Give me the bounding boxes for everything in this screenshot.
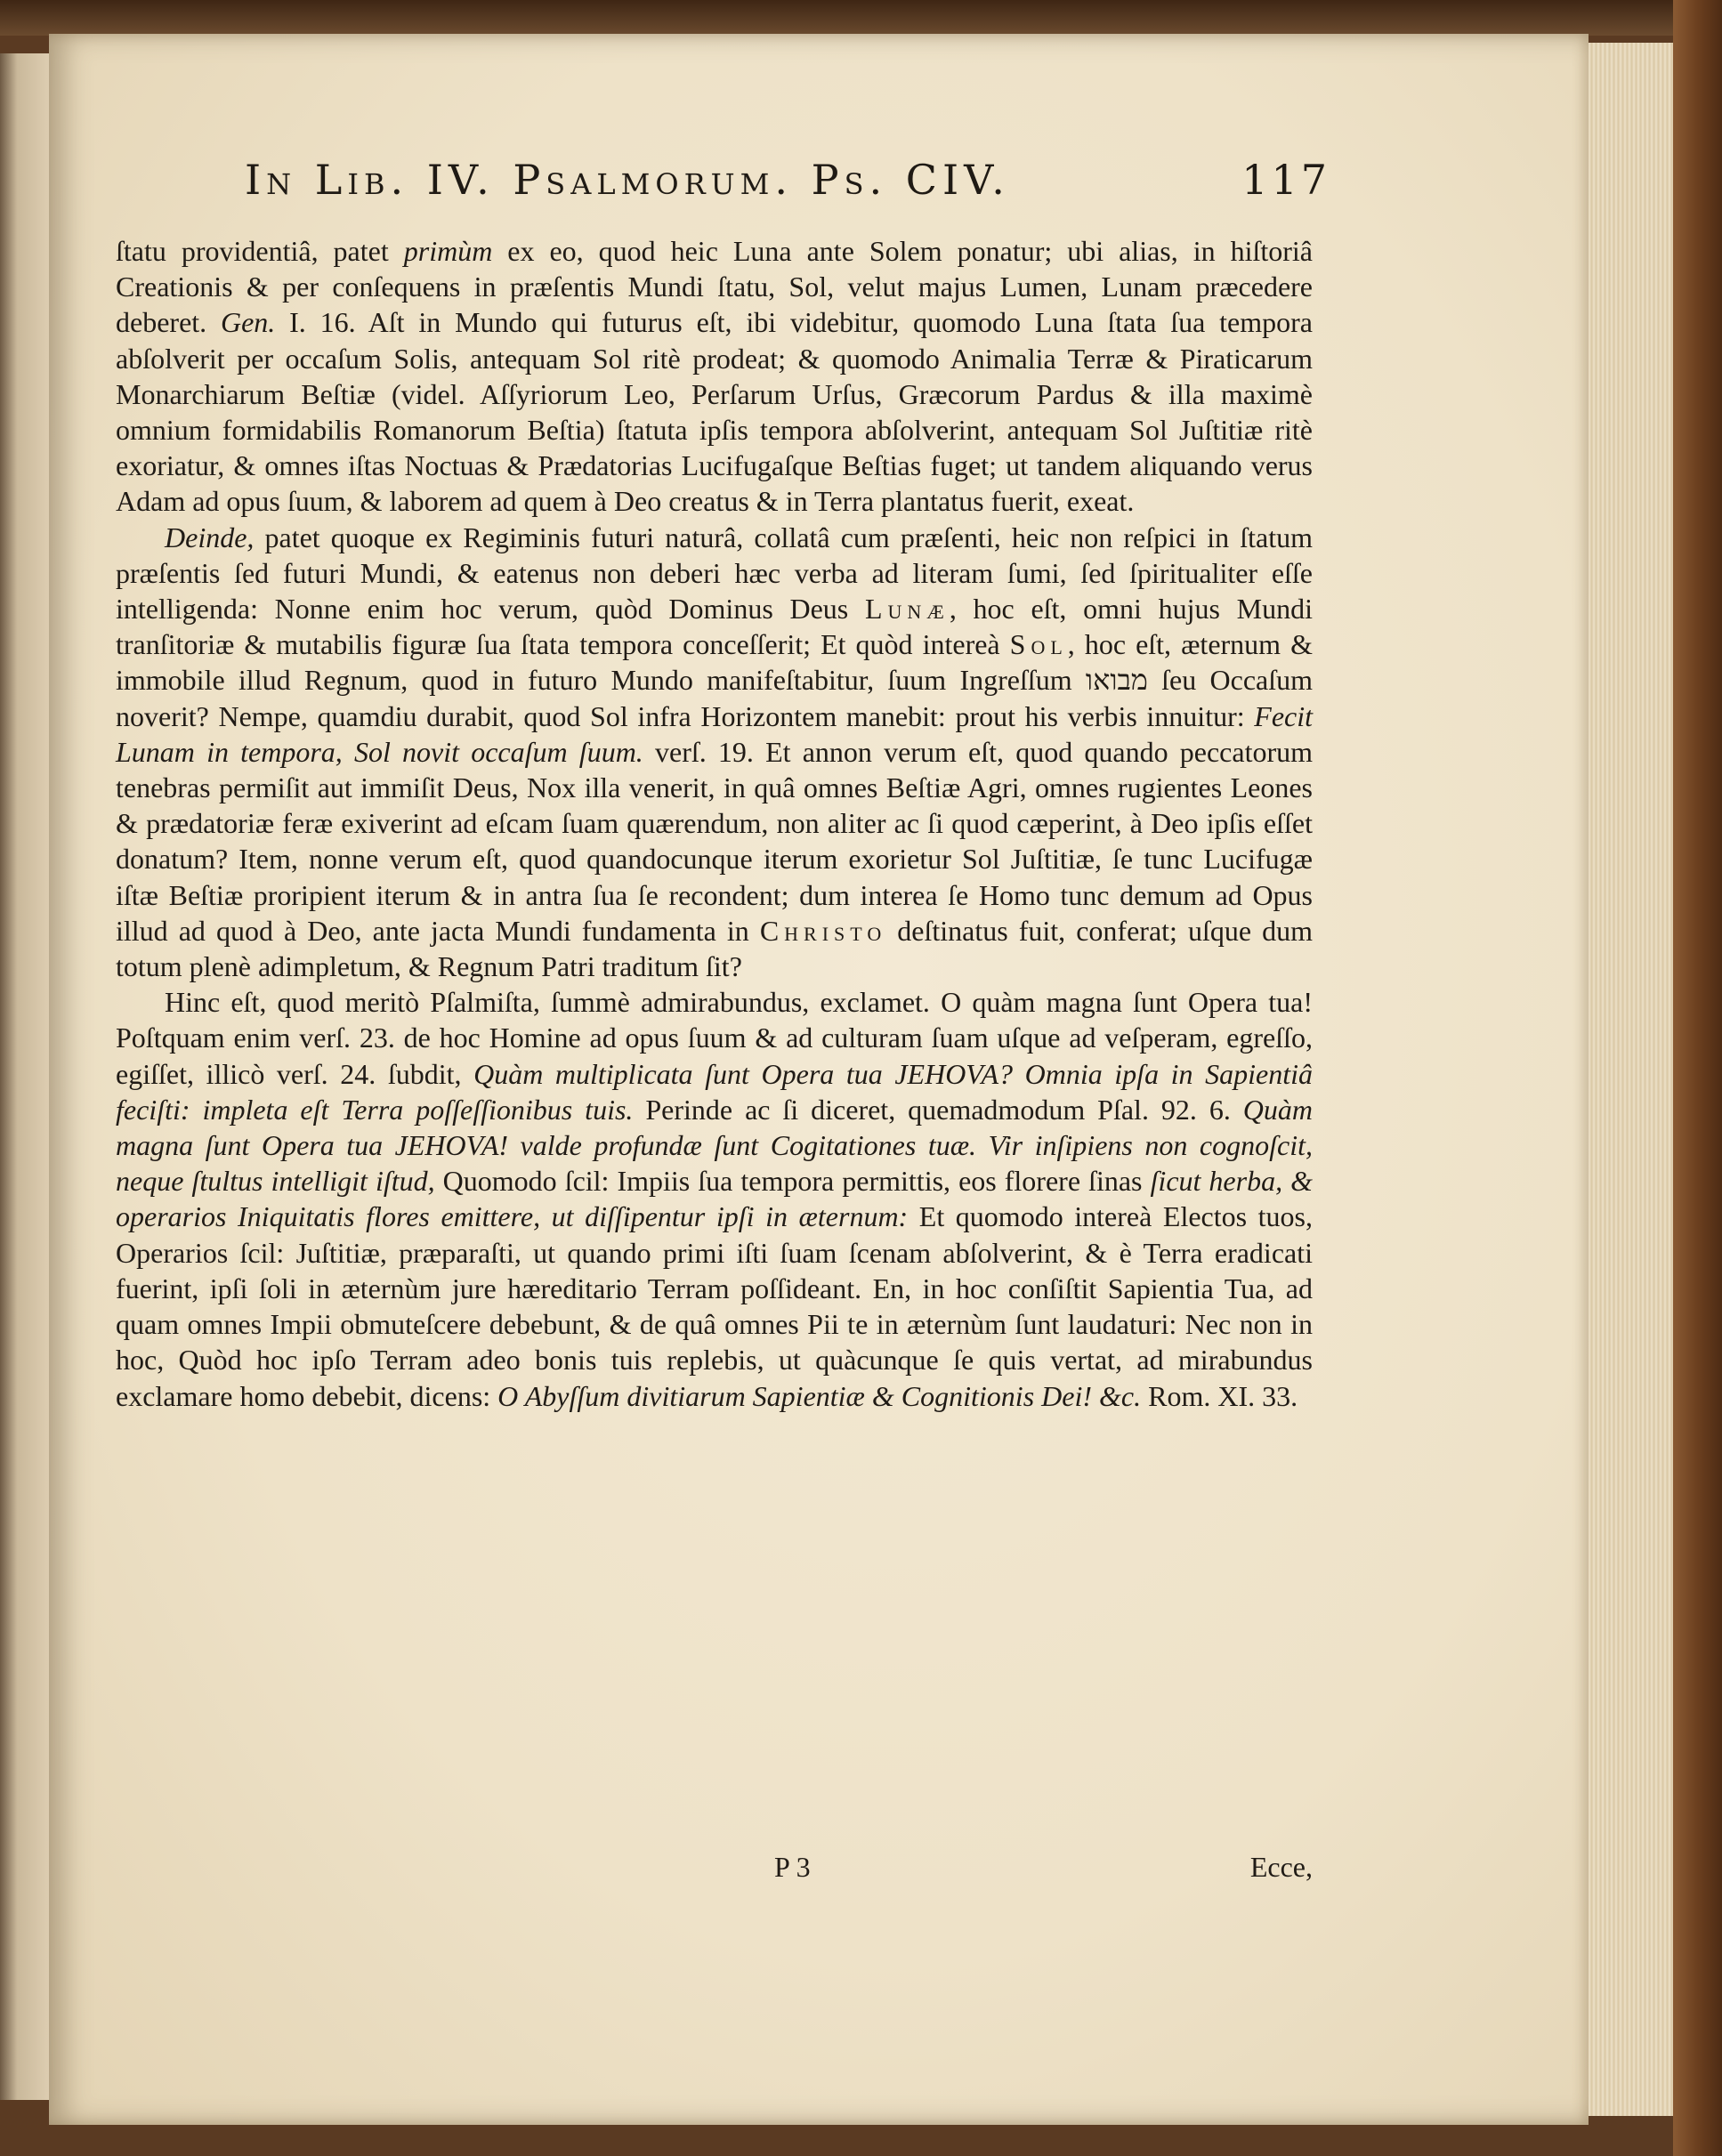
text-run: , hoc eſt, omni hujus Mundi tranſitoriæ & mutabilis figuræ ſua ſtata tempora conceſſerit; Et quòd intereà bbox=[116, 593, 1313, 661]
text-run: ſtatu providentiâ, patet bbox=[116, 235, 404, 267]
book-cover-edge bbox=[1673, 0, 1722, 2156]
text-run: Rom. XI. 33. bbox=[1141, 1379, 1298, 1412]
small-caps-run: Lunæ bbox=[864, 593, 950, 626]
text-run: Et quomodo intereà Electos tuos, Operarios ſcil: Juſtitiæ, præparaſti, ut quando primi iſti ſuam ſcenam abſolverint, & è Terra eradicati fuerint, ipſi ſoli in æternùm jure hæreditario Terram poſſideant. En, in hoc conſiſtit Sapientia Tua, ad quam omnes Impii obmuteſcere debebunt, & de quâ omnes Pii te in æternùm ſunt laudaturi: Nec non in hoc, Quòd hoc ipſo Terram adeo bonis tuis replebis, ut quàcunque ſe quis vertat, ad mirabundus exclamare homo debebit, dicens: bbox=[116, 1200, 1314, 1412]
text-run: I. 16. Aſt in Mundo qui futurus eſt, ibi videbitur, quomodo Luna ſtata ſua tempora abſolverit per occaſum Solis, antequam Sol ritè prodeat; & quomodo Animalia Terræ & Piraticarum Monarchiarum Beſtiæ (videl. Aſſyriorum Leo, Perſarum Urſus, Græcorum Pardus & illa maximè omnium formidabilis Romanorum Beſtia) ſtatuta ipſis tempora abſolverint, antequam Sol Juſtitiæ ritè exoriatur, & omnes iſtas Noctuas & Prædatorias Lucifugaſque Beſtias fuget; ut tandem aliquando verus Adam ad opus ſuum, & laborem ad quem à Deo creatus & in Terra plantatus fuerit, exeat. bbox=[116, 306, 1314, 518]
signature-mark: P 3 bbox=[774, 1851, 811, 1883]
text-run: verſ. 19. Et annon verum eſt, quod quando peccatorum tenebras permiſit aut immiſit Deus, Nox illa venerit, in quâ omnes Beſtiæ Agri, omnes rugientes Leones & prædatoriæ feræ exiverint ad eſcam ſuam quærendum, non aliter ac ſi quod cæperint, à Deo ipſis eſſet donatum? Item, nonne verum eſt, quod quandocunque iterum exorietur Sol Juſtitiæ, ſe tunc Lucifugæ iſtæ Beſtiæ proripient iterum & in antra ſua ſe recondent; dum interea ſe Homo tunc demum ad Opus illud ad quod à Deo, ante jacta Mundi fundamenta in bbox=[116, 735, 1314, 947]
paragraph-p2 bbox=[116, 520, 1313, 985]
small-caps-run: Christo bbox=[759, 914, 887, 947]
page-footer bbox=[116, 1851, 1313, 1895]
text-run: Quomodo ſcil: Impiis ſua tempora permittis, eos florere ſinas bbox=[434, 1165, 1151, 1198]
catchword: Ecce, bbox=[1249, 1851, 1313, 1883]
text-run: patet quoque ex Regiminis futuri naturâ, collatâ cum præſenti, heic non reſpici in ſtatum præſentis ſed futuri Mundi, & eatenus non deberi hæc verba ad literam ſumi, ſed ſpiritualiter eſſe intelligenda: Nonne enim hoc verum, quòd Dominus Deus bbox=[116, 521, 1313, 626]
body-text bbox=[116, 233, 1313, 1414]
page-block-edges bbox=[1589, 43, 1673, 2116]
text-run: Perinde ac ſi diceret, quemadmodum Pſal. 92. 6. bbox=[633, 1093, 1243, 1126]
small-caps-run: Sol bbox=[1009, 628, 1068, 661]
italic-run: Fecit Lunam in tempora, Sol novit occaſum ſuum. bbox=[116, 699, 1313, 768]
text-run: , hoc eſt, æternum & immobile illud Regnum, quod in futuro Mundo manifeſtabitur, ſuum Ingreſſum מבואו ſeu Occaſum noverit? Nempe, quamdiu durabit, quod Sol infra Horizontem manebit: prout his verbis innuitur: bbox=[116, 628, 1314, 732]
previous-leaf-edge bbox=[0, 53, 49, 2100]
italic-run: primùm bbox=[403, 235, 493, 267]
paragraph-p1 bbox=[116, 233, 1313, 520]
italic-run: O Abyſſum divitiarum Sapientiæ & Cognitionis Dei! &c. bbox=[497, 1379, 1142, 1412]
text-run: Hinc eſt, quod meritò Pſalmiſta, ſummè admirabundus, exclamet. O quàm magna ſunt Opera tua! Poſtquam enim verſ. 23. de hoc Homine ad opus ſuum & ad culturam ſuam uſque ad veſperam, egreſſo, egiſſet, illicò verſ. 24. ſubdit, bbox=[116, 986, 1313, 1090]
italic-run: Quàm multiplicata ſunt Opera tua JEHOVA? Omnia ipſa in Sapientiâ feciſti: impleta eſt Terra poſſeſſionibus tuis. bbox=[116, 1057, 1314, 1126]
italic-run: Quàm magna ſunt Opera tua JEHOVA! valde profundæ ſunt Cogitationes tuæ. Vir inſipiens non cognoſcit, neque ſtultus intelligit iſtud, bbox=[116, 1093, 1314, 1198]
binding-shadow bbox=[0, 0, 1722, 36]
text-run: deſtinatus fuit, conferat; uſque dum totum plenè adimpletum, & Regnum Patri traditum ſit? bbox=[116, 914, 1314, 983]
italic-run: ſicut herba, & operarios Iniquitatis flores emittere, ut diſſipentur ipſi in æternum: bbox=[116, 1165, 1314, 1233]
page-number: 117 bbox=[1241, 156, 1330, 204]
text-run: ex eo, quod heic Luna ante Solem ponatur; ubi alias, in hiſtoriâ Creationis & per conſequens in præſentis Mundi ſtatu, Sol, velut majus Lumen, Lunam præcedere deberet. bbox=[116, 235, 1314, 339]
italic-run: Deinde, bbox=[165, 521, 255, 553]
italic-run: Gen. bbox=[220, 306, 276, 339]
page-header bbox=[245, 156, 1330, 218]
running-head: In Lib. IV. Psalmorum. Pſ. CIV. bbox=[245, 156, 1010, 204]
paragraph-p3 bbox=[116, 984, 1313, 1413]
